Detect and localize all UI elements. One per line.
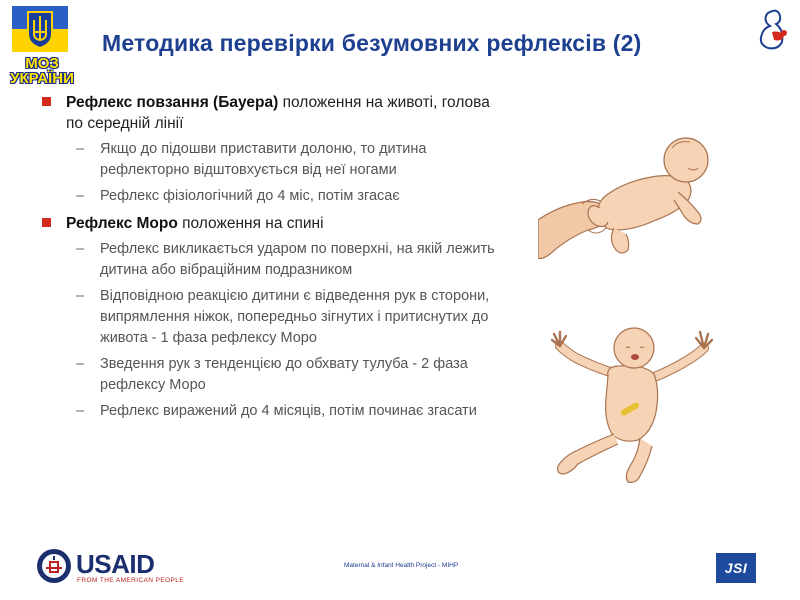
- footer-project-name: Maternal & Infant Health Project - MIHP: [344, 562, 459, 569]
- moz-logo-line2: УКРАЇНИ: [10, 70, 74, 87]
- jsi-logo: JSI: [716, 553, 756, 583]
- bullet-bauer-text: положення на животі, голова по середній лінії: [66, 94, 490, 132]
- dash-icon: –: [76, 141, 85, 157]
- dash-icon: –: [76, 403, 85, 419]
- usaid-seal-icon: [36, 548, 72, 584]
- sub-item-text: Рефлекс фізіологічний до 4 міс, потім згасає: [100, 188, 400, 204]
- sub-item-text: Відповідною реакцією дитини є відведення рук в сторони, випрямлення ніжок, попередньо зігнутих і притиснутих до живота - 1 фаза рефлексу Моро: [100, 288, 490, 346]
- bullet-square-icon: [42, 218, 51, 227]
- moz-logo-line1: МОЗ: [25, 55, 59, 72]
- sub-item-text: Зведення рук з тенденцією до обхвату тулуба - 2 фаза рефлексу Моро: [100, 356, 468, 393]
- dash-icon: –: [76, 288, 85, 304]
- moz-logo-text: [6, 56, 78, 86]
- sub-item-text: Рефлекс виражений до 4 місяців, потім починає згасати: [100, 403, 477, 419]
- usaid-wordmark: USAID: [76, 549, 155, 579]
- bullet-bauer-reflex: [40, 92, 510, 134]
- sub-item: [40, 286, 510, 349]
- dash-icon: –: [76, 241, 85, 257]
- moro-reflex-illustration: [548, 326, 720, 486]
- bullet-moro-reflex: [40, 213, 510, 234]
- sub-item-text: Рефлекс викликається ударом по поверхні, на якій лежить дитина або вібраційним подразником: [100, 241, 495, 278]
- bauer-reflex-illustration: [538, 132, 714, 272]
- dash-icon: –: [76, 356, 85, 372]
- ukraine-coat-of-arms-icon: [12, 6, 68, 52]
- bullet-moro-title: Рефлекс Моро: [66, 215, 178, 232]
- mother-child-logo-icon: [748, 6, 796, 52]
- usaid-logo: [36, 548, 184, 588]
- sub-item: [40, 354, 510, 396]
- bullet-square-icon: [42, 97, 51, 106]
- bullet-moro-text: положення на спині: [177, 215, 324, 232]
- usaid-tagline: FROM THE AMERICAN PEOPLE: [77, 577, 184, 584]
- sub-item: [40, 401, 510, 422]
- sub-item: [40, 239, 510, 281]
- content-list: [40, 92, 510, 422]
- bullet-bauer-title: Рефлекс повзання (Бауера): [66, 94, 279, 111]
- moz-logo: [6, 6, 74, 96]
- dash-icon: –: [76, 188, 85, 204]
- sub-item: [40, 186, 510, 207]
- page-title: Методика перевірки безумовних рефлексів (2): [102, 30, 642, 56]
- sub-item-text: Якщо до підошви приставити долоню, то дитина рефлекторно відштовхується від неї ногами: [100, 141, 427, 178]
- sub-item: [40, 139, 510, 181]
